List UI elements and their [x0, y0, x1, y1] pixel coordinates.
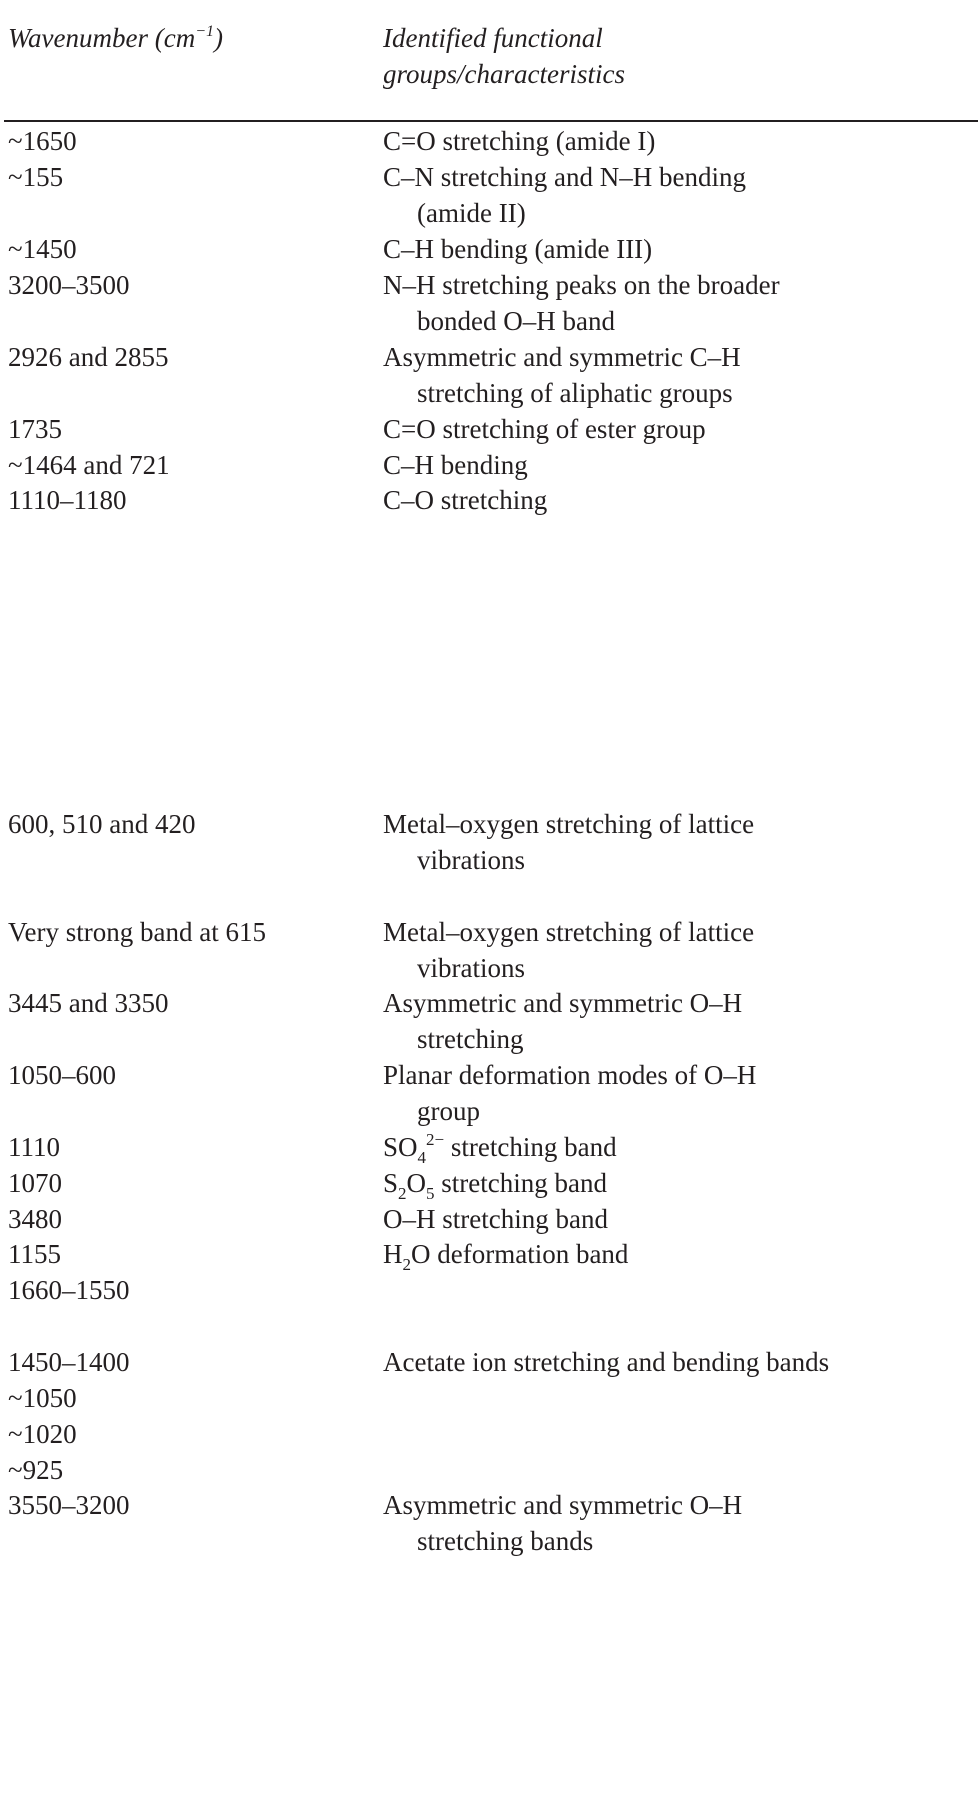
description-line: bonded O–H band — [417, 306, 615, 336]
wavenumber-cell: ~1464 and 721 — [8, 450, 170, 480]
header-rule — [4, 120, 978, 122]
description-line: Metal–oxygen stretching of lattice — [383, 917, 755, 947]
description-line: $SO_4^{2-}$ stretching band — [383, 1130, 617, 1167]
functional-group-cell — [383, 1201, 978, 1237]
header-superscript: −1 — [195, 23, 214, 40]
wavenumber-cell: ~1650 — [8, 126, 77, 156]
description-line: $S_2O_5$ stretching band — [383, 1168, 607, 1203]
superscript: 2− — [426, 1130, 445, 1149]
description-line: Acetate ion stretching and bending bands — [383, 1347, 830, 1377]
wavenumber-cell: ~155 — [8, 162, 64, 192]
header-text: Wavenumber (cm — [8, 23, 196, 53]
description-line: (amide II) — [417, 198, 526, 228]
functional-group-cell — [383, 1487, 978, 1559]
subscript: 5 — [426, 1184, 435, 1203]
description-line: Asymmetric and symmetric O–H — [383, 1490, 743, 1520]
functional-group-cell — [383, 806, 978, 878]
description-line: C–N stretching and N–H bending — [383, 162, 746, 192]
functional-group-cell — [383, 339, 978, 411]
wavenumber-cell: ~1450 — [8, 234, 77, 264]
header-line-1: Identified functional — [383, 23, 603, 53]
description-line: stretching of aliphatic groups — [417, 378, 733, 408]
functional-group-cell — [383, 159, 978, 231]
description-line: $H_2O$ deformation band — [383, 1239, 629, 1274]
functional-group-cell — [383, 1165, 978, 1205]
wavenumber-cell: 1070 — [8, 1168, 62, 1198]
column-header-functional-groups — [383, 20, 625, 92]
functional-group-cell — [383, 123, 978, 159]
description-line: N–H stretching peaks on the broader — [383, 270, 780, 300]
description-line: Asymmetric and symmetric O–H — [383, 988, 743, 1018]
description-line: C=O stretching (amide I) — [383, 126, 656, 156]
description-line: group — [417, 1096, 480, 1126]
wavenumber-cell: 3480 — [8, 1204, 62, 1234]
wavenumber-cell: 1450–1400 — [8, 1347, 130, 1377]
description-line: C–O stretching — [383, 485, 548, 515]
functional-group-cell — [383, 1236, 978, 1276]
subscript: 4 — [417, 1148, 427, 1167]
description-line: Asymmetric and symmetric C–H — [383, 342, 741, 372]
functional-group-cell — [383, 1344, 978, 1380]
column-header-wavenumber — [8, 20, 223, 61]
wavenumber-cell: 1050–600 — [8, 1060, 116, 1090]
wavenumber-cell: 3445 and 3350 — [8, 988, 169, 1018]
description-line: O–H stretching band — [383, 1204, 608, 1234]
description-line: Planar deformation modes of O–H — [383, 1060, 757, 1090]
header-text-suffix: ) — [214, 23, 223, 53]
functional-group-cell — [383, 447, 978, 483]
description-line: Metal–oxygen stretching of lattice — [383, 809, 755, 839]
description-line: C–H bending (amide III) — [383, 234, 653, 264]
functional-group-cell — [383, 411, 978, 447]
wavenumber-cell: 3200–3500 — [8, 270, 130, 300]
wavenumber-cell: 3550–3200 — [8, 1490, 130, 1520]
description-line: C=O stretching of ester group — [383, 414, 706, 444]
wavenumber-cell: 1660–1550 — [8, 1275, 130, 1305]
description-line: stretching — [417, 1024, 524, 1054]
wavenumber-cell: 1735 — [8, 414, 62, 444]
description-line: C–H bending — [383, 450, 528, 480]
functional-group-cell — [383, 482, 978, 518]
wavenumber-cell: ~1020 — [8, 1419, 77, 1449]
description-line: vibrations — [417, 953, 525, 983]
functional-group-cell — [383, 231, 978, 267]
functional-group-cell — [383, 914, 978, 986]
description-line: stretching bands — [417, 1526, 594, 1556]
wavenumber-cell: ~925 — [8, 1455, 64, 1485]
functional-group-cell — [383, 985, 978, 1057]
functional-group-cell — [383, 1057, 978, 1129]
header-line-2: groups/characteristics — [383, 59, 625, 89]
subscript: 2 — [402, 1255, 411, 1274]
wavenumber-cell: 1155 — [8, 1239, 61, 1269]
wavenumber-cell: 600, 510 and 420 — [8, 809, 196, 839]
wavenumber-cell: 2926 and 2855 — [8, 342, 169, 372]
functional-group-cell — [383, 1129, 978, 1169]
wavenumber-cell: Very strong band at 615 — [8, 917, 266, 947]
functional-group-cell — [383, 267, 978, 339]
wavenumber-cell: ~1050 — [8, 1383, 77, 1413]
wavenumber-cell: 1110–1180 — [8, 485, 127, 515]
subscript: 2 — [398, 1184, 407, 1203]
description-line: vibrations — [417, 845, 525, 875]
wavenumber-cell: 1110 — [8, 1132, 60, 1162]
